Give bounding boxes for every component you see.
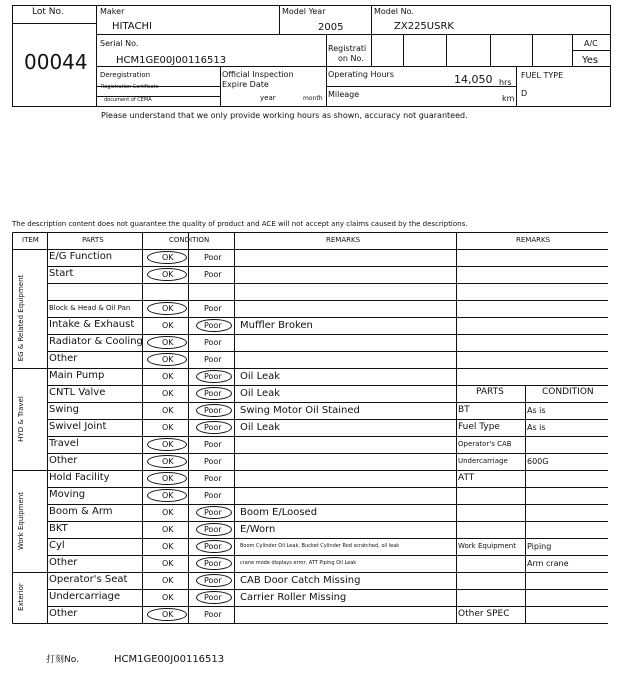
right-condition-value: Piping [527, 542, 552, 551]
table-row [12, 504, 456, 521]
right-part-name: ATT [458, 473, 475, 483]
table-row [12, 317, 456, 334]
table-row [12, 538, 456, 555]
ok-option: OK [162, 355, 174, 364]
poor-option: Poor [204, 372, 222, 381]
poor-selected-circle [196, 557, 232, 570]
right-table-row [456, 419, 608, 436]
poor-option: Poor [204, 423, 222, 432]
table-row [12, 470, 456, 487]
group-label-work: Work Equipment [17, 492, 25, 550]
right-table-row [456, 436, 608, 453]
ok-selected-circle [147, 302, 187, 315]
poor-option: Poor [204, 542, 222, 551]
poor-option: Poor [204, 610, 222, 619]
ac-value: Yes [582, 55, 599, 66]
poor-option: Poor [204, 508, 222, 517]
year-label: year [260, 94, 276, 102]
right-condition-value: Arm crane [527, 559, 569, 568]
remark-text: Muffler Broken [240, 320, 313, 331]
part-name: Swivel Joint [49, 421, 107, 432]
fuel-type-value: D [521, 89, 528, 98]
registration-label-2: on No. [338, 54, 364, 63]
poor-selected-circle [196, 523, 232, 536]
poor-option: Poor [204, 270, 222, 279]
table-row [12, 368, 456, 385]
remark-text: Oil Leak [240, 371, 281, 382]
operating-hours-label: Operating Hours [328, 70, 394, 79]
serial-label: Serial No. [100, 39, 139, 48]
table-row [12, 572, 456, 589]
right-part-name: Fuel Type [458, 422, 500, 432]
part-name: Start [49, 268, 74, 279]
poor-selected-circle [196, 370, 232, 383]
remark-text: Oil Leak [240, 388, 281, 399]
ok-option: OK [162, 559, 174, 568]
right-table-row [456, 555, 608, 572]
part-name: Cyl [49, 540, 65, 551]
part-name: Operator's Seat [49, 574, 128, 585]
table-row [12, 589, 456, 606]
table-row [12, 249, 456, 266]
remark-text: E/Worn [240, 524, 276, 535]
hours-unit: hrs [499, 78, 512, 87]
right-part-name: BT [458, 405, 470, 415]
poor-option: Poor [204, 559, 222, 568]
part-name: Undercarriage [49, 591, 121, 602]
deregistration-label: Deregistration [100, 71, 151, 79]
ok-option: OK [162, 304, 174, 313]
km-unit: km [502, 94, 515, 103]
poor-option: Poor [204, 576, 222, 585]
poor-option: Poor [204, 474, 222, 483]
ok-option: OK [162, 372, 174, 381]
table-row [12, 385, 456, 402]
right-remarks-header: REMARKS [516, 236, 551, 244]
right-condition-header: CONDITION [542, 387, 594, 397]
right-parts-header: PARTS [476, 387, 504, 397]
part-name: Main Pump [49, 370, 105, 381]
part-name: Other [49, 455, 78, 466]
poor-option: Poor [204, 491, 222, 500]
poor-option: Poor [204, 253, 222, 262]
ok-selected-circle [147, 438, 187, 451]
stamp-value: HCM1GE00J00116513 [114, 654, 225, 665]
ok-option: OK [162, 508, 174, 517]
stamp-label: 打刻No. [46, 655, 79, 665]
remark-text: Swing Motor Oil Stained [240, 405, 360, 416]
fuel-type-label: FUEL TYPE [521, 71, 564, 80]
part-name: Moving [49, 489, 86, 500]
ok-option: OK [162, 525, 174, 534]
poor-option: Poor [204, 321, 222, 330]
part-name: Boom & Arm [49, 506, 113, 517]
part-name: E/G Function [49, 251, 113, 262]
model-no-label: Model No. [374, 7, 414, 16]
ok-selected-circle [147, 336, 187, 349]
part-name: Hold Facility [49, 472, 110, 483]
poor-selected-circle [196, 421, 232, 434]
table-row [12, 351, 456, 368]
lot-label: Lot No. [32, 7, 64, 17]
poor-selected-circle [196, 540, 232, 553]
poor-option: Poor [204, 525, 222, 534]
ok-selected-circle [147, 251, 187, 264]
ok-option: OK [162, 593, 174, 602]
remark-text: Carrier Roller Missing [240, 592, 347, 603]
part-name: Other [49, 608, 78, 619]
ok-option: OK [162, 474, 174, 483]
serial-value: HCM1GE00J00116513 [116, 55, 227, 66]
right-condition-value: 600G [527, 457, 549, 466]
vehicle-info-header [12, 5, 612, 107]
ok-option: OK [162, 542, 174, 551]
poor-option: Poor [204, 389, 222, 398]
part-name: Travel [49, 438, 79, 449]
ac-label: A/C [584, 39, 598, 48]
registration-certificate-label: Registration Certificate [101, 84, 159, 90]
table-row [12, 266, 456, 283]
remark-text: CAB Door Catch Missing [240, 575, 361, 586]
registration-label-1: Registrati [328, 44, 367, 53]
ok-option: OK [162, 253, 174, 262]
poor-option: Poor [204, 440, 222, 449]
table-row [12, 487, 456, 504]
table-row [12, 436, 456, 453]
table-row [12, 402, 456, 419]
remark-text: crane mode displays error, ATT Piping Oil Leak [240, 560, 357, 566]
poor-selected-circle [196, 387, 232, 400]
right-condition-value: As is [527, 423, 546, 432]
poor-option: Poor [204, 406, 222, 415]
poor-option: Poor [204, 338, 222, 347]
right-table-row [456, 453, 608, 470]
part-name: Intake & Exhaust [49, 319, 135, 330]
poor-option: Poor [204, 304, 222, 313]
group-label-hyd: HYD & Travel [17, 396, 25, 442]
remark-text: Boom E/Loosed [240, 507, 318, 518]
maker-value: HITACHI [112, 21, 152, 32]
group-label-exterior: Exterior [17, 583, 25, 611]
ok-selected-circle [147, 455, 187, 468]
right-part-name: Work Equipment [458, 542, 516, 550]
ok-selected-circle [147, 608, 187, 621]
lot-number: 00044 [24, 50, 88, 74]
poor-selected-circle [196, 591, 232, 604]
poor-option: Poor [204, 355, 222, 364]
maker-label: Maker [100, 7, 125, 16]
remark-text: Oil Leak [240, 422, 281, 433]
remark-text: Boom Cylinder Oil Leak, Bucket Cylinder Rod scratched, oil leak [240, 543, 400, 549]
part-name: BKT [49, 523, 68, 534]
remarks-header: REMARKS [326, 236, 361, 244]
right-part-name: Operator's CAB [458, 440, 512, 448]
right-table-row [456, 538, 608, 555]
ok-option: OK [162, 440, 174, 449]
inspection-label-2: Expire Date [222, 80, 269, 89]
right-condition-value: As is [527, 406, 546, 415]
ok-option: OK [162, 491, 174, 500]
part-name: Swing [49, 404, 79, 415]
poor-selected-circle [196, 404, 232, 417]
operating-hours-value: 14,050 [454, 73, 493, 86]
ok-option: OK [162, 389, 174, 398]
model-year-value: 2005 [318, 22, 344, 33]
description-disclaimer: The description content does not guarantee the quality of product and ACE will not accept any claims caused by the descriptions. [12, 220, 468, 228]
parts-header: PARTS [82, 236, 104, 244]
table-row [12, 419, 456, 436]
table-row [12, 453, 456, 470]
table-row [12, 334, 456, 351]
table-row [12, 300, 456, 317]
hours-disclaimer: Please understand that we only provide working hours as shown, accuracy not guaranteed. [101, 111, 468, 120]
part-name: Block & Head & Oil Pan [49, 304, 131, 312]
poor-selected-circle [196, 574, 232, 587]
table-row [12, 521, 456, 538]
right-part-name: Undercarriage [458, 457, 508, 465]
part-name: Radiator & Cooling [49, 336, 143, 347]
group-label-eg: EG & Related Equipment [17, 274, 25, 362]
ok-selected-circle [147, 268, 187, 281]
ok-selected-circle [147, 489, 187, 502]
table-row [12, 606, 456, 623]
table-row [12, 283, 456, 300]
ok-option: OK [162, 338, 174, 347]
ok-selected-circle [147, 353, 187, 366]
ok-option: OK [162, 576, 174, 585]
poor-option: Poor [204, 457, 222, 466]
right-table-row [456, 606, 608, 623]
poor-option: Poor [204, 593, 222, 602]
model-year-label: Model Year [282, 7, 326, 16]
inspection-tables [12, 232, 608, 628]
part-name: CNTL Valve [49, 387, 106, 398]
right-table-row [456, 402, 608, 419]
ok-option: OK [162, 610, 174, 619]
mileage-label: Mileage [328, 90, 360, 99]
ok-option: OK [162, 457, 174, 466]
ok-selected-circle [147, 472, 187, 485]
poor-selected-circle [196, 319, 232, 332]
part-name: Other [49, 557, 78, 568]
poor-selected-circle [196, 506, 232, 519]
ok-option: OK [162, 321, 174, 330]
part-name: Other [49, 353, 78, 364]
condition-header: CONDITION [169, 236, 210, 244]
ok-option: OK [162, 270, 174, 279]
ok-option: OK [162, 406, 174, 415]
right-part-name: Other SPEC [458, 609, 510, 619]
ok-option: OK [162, 423, 174, 432]
item-header: ITEM [22, 236, 39, 244]
right-table-row [456, 470, 608, 487]
inspection-label-1: Official Inspection [222, 70, 294, 79]
cema-document-label: document of CEMA [104, 97, 152, 103]
month-label: month [303, 95, 323, 102]
model-no-value: ZX225USRK [394, 21, 454, 32]
table-row [12, 555, 456, 572]
